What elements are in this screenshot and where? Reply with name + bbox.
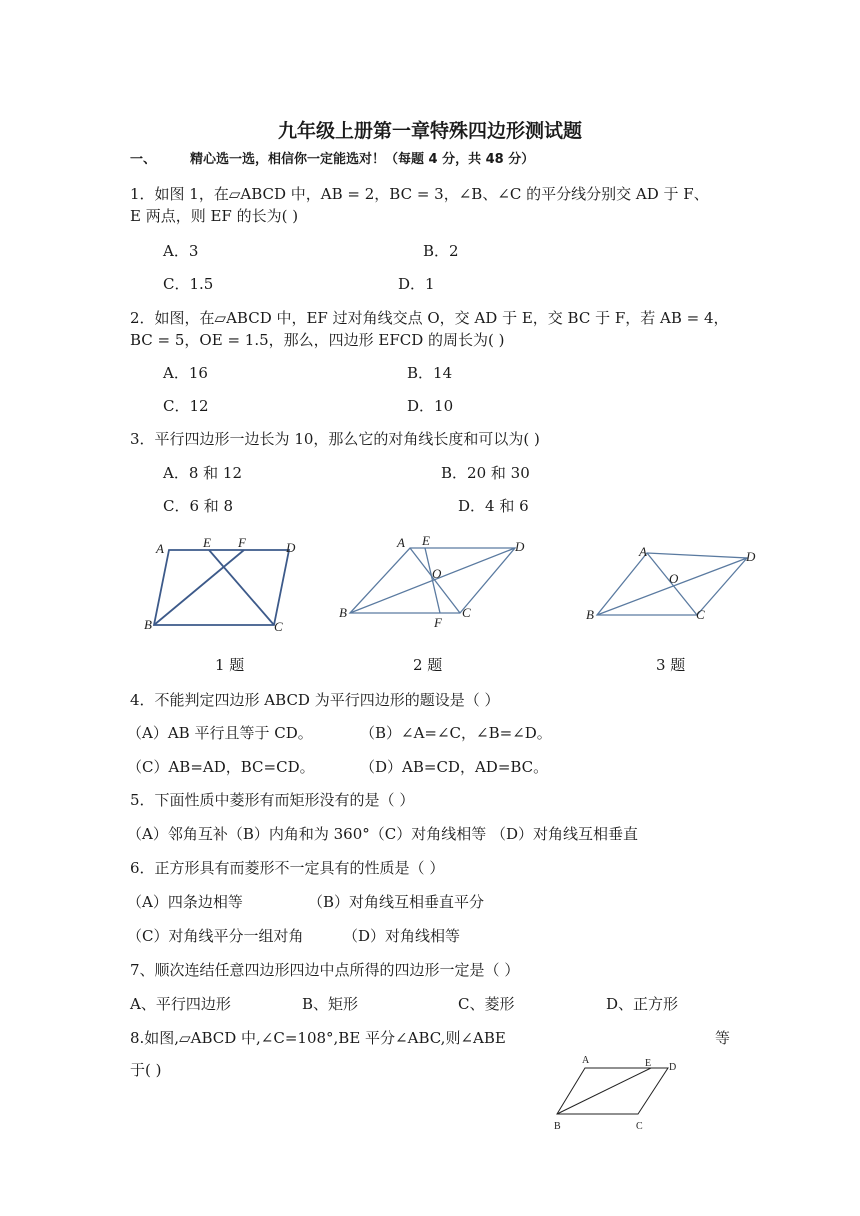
q7-option-c: C、菱形 xyxy=(458,995,515,1013)
fig1-label-a: A xyxy=(156,541,164,556)
fig2-label-a: A xyxy=(397,535,405,550)
q3-option-b: B．20 和 30 xyxy=(441,464,530,482)
figure-3 xyxy=(582,541,762,631)
q3-option-c: C．6 和 8 xyxy=(163,497,234,515)
fig8-label-b: B xyxy=(554,1121,561,1132)
figure-3-caption: 3 题 xyxy=(656,656,686,674)
q4-option-a: （A）AB 平行且等于 CD。 xyxy=(127,724,313,742)
fig2-label-o: O xyxy=(432,566,442,581)
q4-option-d: （D）AB=CD，AD=BC。 xyxy=(360,758,549,776)
q6-option-a: （A）四条边相等 xyxy=(127,893,243,911)
q1-option-c: C．1.5 xyxy=(163,275,214,293)
q6-option-d: （D）对角线相等 xyxy=(343,927,461,945)
fig3-label-c: C xyxy=(696,607,705,622)
fig1-label-f: F xyxy=(238,535,246,550)
fig3-label-d: D xyxy=(746,549,756,564)
fig2-label-b: B xyxy=(339,605,347,620)
section-heading: 精心选一选，相信你一定能选对！（每题 4 分，共 48 分） xyxy=(190,152,535,167)
q7-option-a: A、平行四边形 xyxy=(130,995,231,1013)
figure-2-caption: 2 题 xyxy=(413,656,443,674)
fig3-label-a: A xyxy=(639,544,647,559)
q4-option-c: （C）AB=AD，BC=CD。 xyxy=(127,758,315,776)
q6-option-c: （C）对角线平分一组对角 xyxy=(127,927,304,945)
q4-stem: 4．不能判定四边形 ABCD 为平行四边形的题设是（ ） xyxy=(130,691,500,709)
q6-stem: 6．正方形具有而菱形不一定具有的性质是（ ） xyxy=(130,859,445,877)
fig1-label-b: B xyxy=(144,617,152,632)
q3-option-a: A．8 和 12 xyxy=(163,464,242,482)
q5-stem: 5．下面性质中菱形有而矩形没有的是（ ） xyxy=(130,791,415,809)
q7-stem: 7、顺次连结任意四边形四边中点所得的四边形一定是（ ） xyxy=(130,961,520,979)
q3-option-d: D．4 和 6 xyxy=(458,497,529,515)
q2-option-b: B．14 xyxy=(407,364,453,382)
q3-stem: 3．平行四边形一边长为 10，那么它的对角线长度和可以为( ) xyxy=(130,430,540,448)
fig1-label-e: E xyxy=(203,535,211,550)
q1-option-d: D．1 xyxy=(398,275,435,293)
fig1-label-c: C xyxy=(274,619,283,634)
figure-2 xyxy=(335,533,535,633)
q2-stem-line1: 2．如图，在▱ABCD 中，EF 过对角线交点 O，交 AD 于 E，交 BC 于 F，若 AB = 4， xyxy=(130,309,729,327)
q7-option-b: B、矩形 xyxy=(302,995,359,1013)
q1-option-a: A．3 xyxy=(163,242,199,260)
fig8-label-a: A xyxy=(582,1055,590,1066)
q1-stem-line2: E 两点，则 EF 的长为( ) xyxy=(130,207,299,225)
q2-option-c: C．12 xyxy=(163,397,209,415)
fig8-label-e: E xyxy=(645,1058,652,1069)
fig1-label-d: D xyxy=(286,540,296,555)
fig2-label-c: C xyxy=(462,605,471,620)
q4-option-b: （B）∠A=∠C，∠B=∠D。 xyxy=(360,724,552,742)
q1-option-b: B．2 xyxy=(423,242,459,260)
fig3-label-b: B xyxy=(586,607,594,622)
q2-option-a: A．16 xyxy=(163,364,208,382)
q2-option-d: D．10 xyxy=(407,397,454,415)
fig2-label-e: E xyxy=(422,533,430,548)
q5-options: （A）邻角互补（B）内角和为 360°（C）对角线相等 （D）对角线互相垂直 xyxy=(127,825,639,843)
q6-option-b: （B）对角线互相垂直平分 xyxy=(308,893,485,911)
figure-1 xyxy=(140,535,310,635)
figure-1-caption: 1 题 xyxy=(215,656,245,674)
fig8-label-c: C xyxy=(636,1121,643,1132)
fig8-label-d: D xyxy=(669,1062,677,1073)
q8-stem-line2: 于( ) xyxy=(130,1061,162,1079)
page-title: 九年级上册第一章特殊四边形测试题 xyxy=(277,120,582,142)
q1-stem-line1: 1．如图 1，在▱ABCD 中，AB = 2，BC = 3，∠B、∠C 的平分线分别交 AD 于 F、 xyxy=(130,185,709,203)
figure-8 xyxy=(548,1052,688,1134)
q7-option-d: D、正方形 xyxy=(606,995,679,1013)
section-number: 一、 xyxy=(130,152,157,167)
fig3-label-o: O xyxy=(669,571,679,586)
q8-stem-tail: 等 xyxy=(715,1029,731,1047)
q2-stem-line2: BC = 5，OE = 1.5，那么，四边形 EFCD 的周长为( ) xyxy=(130,331,505,349)
fig2-label-d: D xyxy=(515,539,525,554)
fig2-label-f: F xyxy=(434,615,442,630)
q8-stem: 8.如图,▱ABCD 中,∠C=108°,BE 平分∠ABC,则∠ABE xyxy=(130,1029,506,1047)
